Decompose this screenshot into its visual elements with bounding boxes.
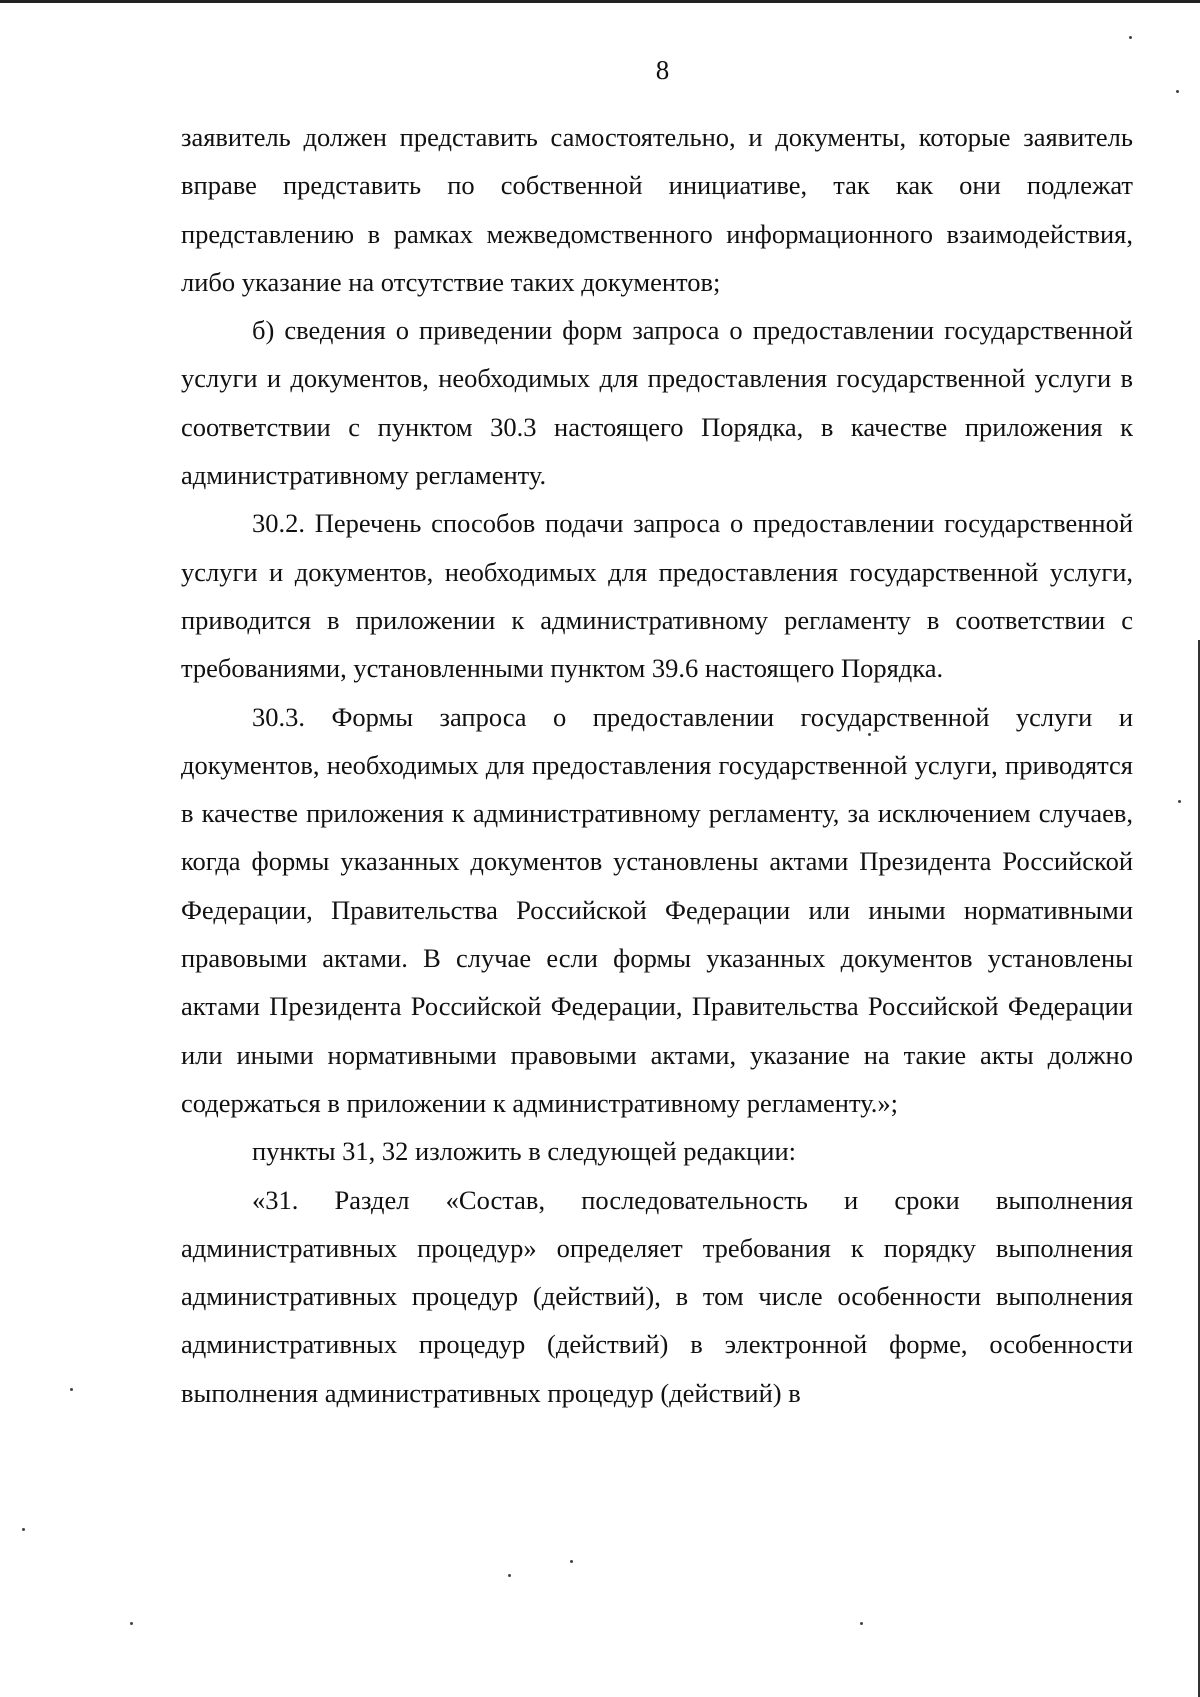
paragraph-31: «31. Раздел «Состав, последовательность и сроки выполнения административных процедур» определяет требования к порядку выполнения административных процедур (действий), в том числе особенности выполнения административных процедур (действий) в электронной форме, особенности выполнения административных процедур (действий) в: [181, 1184, 1133, 1408]
scan-speck: [70, 1388, 73, 1391]
scan-top-edge: [0, 0, 1200, 3]
scan-speck: [130, 1622, 133, 1625]
scan-speck: [1178, 800, 1181, 803]
paragraph-continuation: заявитель должен представить самостоятельно, и документы, которые заявитель вправе представить по собственной инициативе, так как они подлежат представлению в рамках межведомственного информационного взаимодействия, либо указание на отсутствие таких документов;: [181, 122, 1133, 297]
scan-speck: [860, 1622, 863, 1625]
scan-speck: [508, 1574, 511, 1577]
paragraph-item-b: б) сведения о приведении форм запроса о предоставлении государственной услуги и документов, необходимых для предоставления государственной услуги в соответствии с пунктом 30.3 настоящего Порядка, в качестве приложения к административному регламенту.: [181, 315, 1133, 491]
paragraph-30-2: 30.2. Перечень способов подачи запроса о предоставлении государственной услуги и документов, необходимых для предоставления государственной услуги, приводится в приложении к административному регламенту в соответствии с требованиями, установленными пунктом 39.6 настоящего Порядка.: [181, 508, 1133, 684]
paragraph-amendment-intro: пункты 31, 32 изложить в следующей редакции:: [252, 1136, 797, 1167]
scan-speck: [570, 1560, 573, 1563]
scan-speck: [1176, 90, 1179, 93]
scan-speck: [22, 1528, 25, 1531]
paragraph-30-3: 30.3. Формы запроса о предоставлении государственной услуги и документов, необходимых для предоставления государственной услуги, приводятся в качестве приложения к административному регламенту, за исключением случаев, когда формы указанных документов установлены актами Президента Российской Федерации, Правительства Российской Федерации или иными нормативными правовыми актами. В случае если формы указанных документов установлены актами Президента Российской Федерации, Правительства Российской Федерации или иными нормативными правовыми актами, указание на такие акты должно содержаться в приложении к административному регламенту.»;: [181, 701, 1133, 1118]
scan-speck: [1129, 36, 1132, 39]
document-body: [181, 113, 1133, 1417]
page-number: 8: [655, 55, 670, 85]
